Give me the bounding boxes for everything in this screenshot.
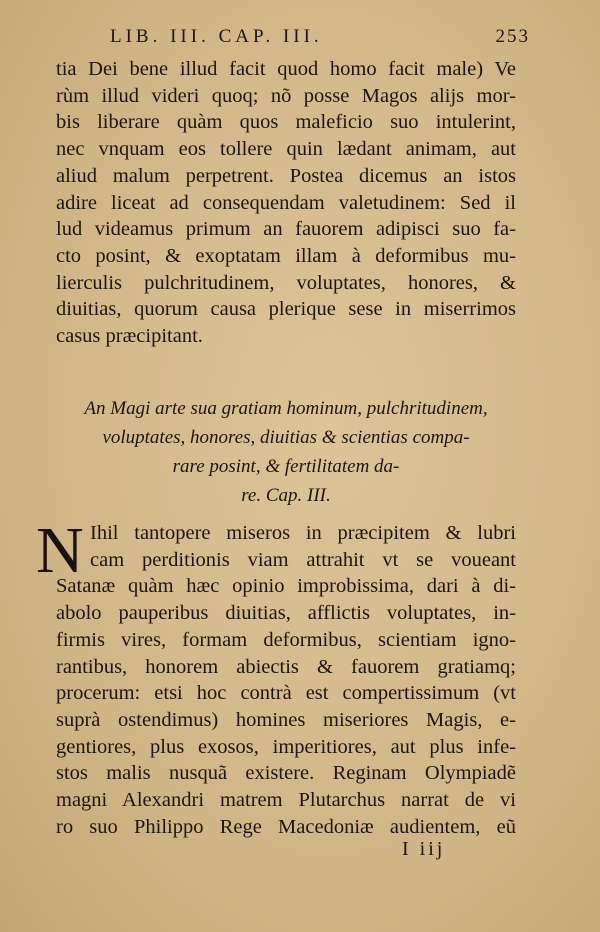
text-line: bis liberare quàm quos maleficio suo intulerint, [56,111,516,134]
paragraph-1 [56,56,516,350]
text-line: cto posint, & exoptatam illam à deformibus mu- [56,244,516,267]
page-header [110,26,530,52]
text-line: diuitias, quorum causa plerique sese in miserrimos [56,298,516,321]
text-line: abolo pauperibus diuitias, afflictis voluptates, in- [56,602,516,625]
heading-line: voluptates, honores, diuitias & scientias compa- [102,427,470,448]
drop-cap: N [36,514,84,587]
text-line: lierculis pulchritudinem, voluptates, honores, & [56,271,516,294]
text-line: procerum: etsi hoc contrà est compertissimum (vt [56,682,516,705]
text-line: magni Alexandri matrem Plutarchus narrat de vi [56,789,516,812]
text-line: stos malis nusquã existere. Reginam Olympiadẽ [56,762,516,785]
text-line: Satanæ quàm hæc opinio improbissima, dari à di- [56,575,516,598]
text-line: firmis vires, formam deformibus, scientiam igno- [56,628,516,651]
paragraph-2 [56,520,516,840]
heading-line: An Magi arte sua gratiam hominum, pulchritudinem, [84,398,488,419]
text-line: ro suo Philippo Rege Macedoniæ audientem, eũ [56,815,516,838]
text-line: casus præcipitant. [56,325,203,348]
text-line: cam perditionis viam attrahit vt se voueant [90,548,516,571]
text-line: Ihil tantopere miseros in præcipitem & lubri [90,522,516,544]
text-line: tia Dei bene illud facit quod homo facit male) Ve [56,58,516,80]
text-line: gentiores, plus exosos, imperitiores, aut plus infe- [56,735,516,758]
text-line: suprà ostendimus) homines miseriores Magis, e- [56,708,516,731]
heading-line: re. Cap. III. [241,485,331,506]
text-line: adire liceat ad consequendam valetudinem: Sed il [56,191,516,214]
text-line: rantibus, honorem abiectis & fauorem gratiamq; [56,655,516,678]
heading-line: rare posint, & fertilitatem da- [172,456,400,477]
text-line: aliud malum perpetrent. Postea dicemus an istos [56,164,516,187]
text-line: nec vnquam eos tollere quin lædant animam, aut [56,138,516,161]
running-head: LIB. III. CAP. III. [110,26,323,47]
catchword: I iij [402,838,446,860]
chapter-heading [56,394,516,510]
text-line: rùm illud videri quoq; nõ posse Magos alijs mor- [56,84,516,107]
page-number: 253 [495,26,530,47]
text-line: lud videamus primum an fauorem adipisci suo fa- [56,218,516,241]
